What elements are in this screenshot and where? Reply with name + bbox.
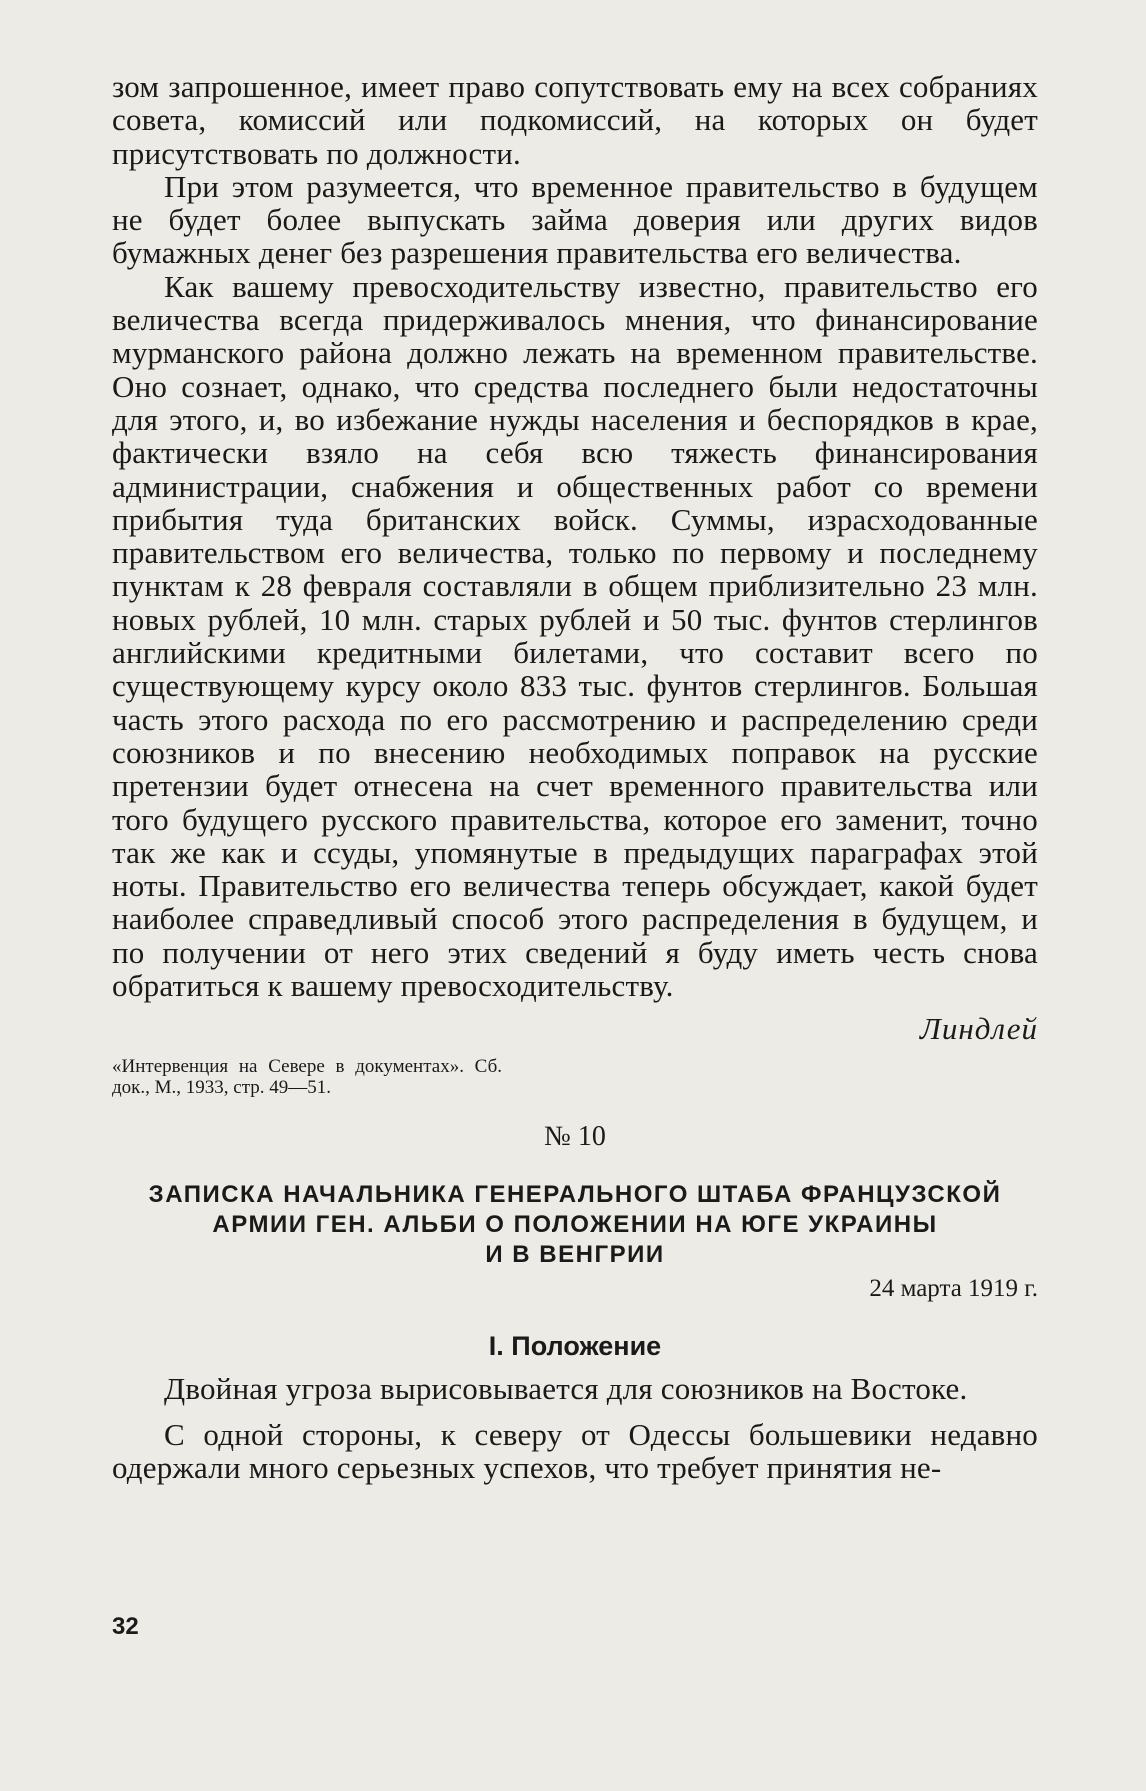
section-title: I. Положение xyxy=(488,1331,662,1362)
paragraph-odessa: С одной стороны, к северу от Одессы большевики недавно одержали много серьезных успехов, что требует принятия не- xyxy=(112,1416,1038,1485)
document-number: № 10 xyxy=(544,1121,606,1153)
page-number: 32 xyxy=(112,1613,139,1640)
document-title-line: АРМИИ ГЕН. АЛЬБИ О ПОЛОЖЕНИИ НА ЮГЕ УКРАИНЫ xyxy=(212,1211,938,1239)
paragraph-threat: Двойная угроза вырисовывается для союзников на Востоке. xyxy=(164,1371,968,1407)
paragraph-bonds: При этом разумеется, что временное правительство в будущем не будет более выпускать займа доверия или других видов бумажных денег без разрешения правительства его величества. xyxy=(112,168,1038,271)
paragraph-continuation: зом запрошенное, имеет право сопутствовать ему на всех собраниях совета, комиссий или подкомиссий, на которых он будет присутствовать по должности. xyxy=(112,69,1038,171)
document-title xyxy=(112,1180,1038,1270)
document-date: 24 марта 1919 г. xyxy=(869,1275,1038,1303)
source-citation: «Интервенция на Севере в документах». Сб. док., М., 1933, стр. 49—51. xyxy=(112,1056,502,1099)
paragraph-financing: Как вашему превосходительству известно, правительство его величества всегда придерживалось мнения, что финансирование мурманского района должно лежать на временном правительстве. Оно сознает, однако, что средства последнего были недостаточны для этого, и, во избежание нужды населения и беспорядков в крае, фактически взяло на себя всю тяжесть финансирования администрации, снабжения и общественных работ со времени прибытия туда британских войск. Суммы, израсходованные правительством его величества, только по первому и последнему пунктам к 28 февраля составляли в общем приблизительно 23 млн. новых рублей, 10 млн. старых рублей и 50 тыс. фунтов стерлингов английскими кредитными билетами, что составит всего по существующему курсу около 833 тыс. фунтов стерлингов. Большая часть этого расхода по его рассмотрению и распределению среди союзников и по внесению необходимых поправок на русские претензии будет отнесена на счет временного правительства или того будущего русского правительства, которое его заменит, точно так же как и ссуды, упомянутые в предыдущих параграфах этой ноты. Правительство его величества теперь обсуждает, какой будет наиболее справедливый способ этого распределения в будущем, и по получении от него этих сведений я буду иметь честь снова обратиться к вашему превосходительству. xyxy=(112,268,1038,1004)
document-title-line: ЗАПИСКА НАЧАЛЬНИКА ГЕНЕРАЛЬНОГО ШТАБА ФРАНЦУЗСКОЙ xyxy=(148,1181,1002,1209)
signature: Линдлей xyxy=(919,1011,1038,1047)
document-title-line: И В ВЕНГРИИ xyxy=(485,1241,665,1269)
